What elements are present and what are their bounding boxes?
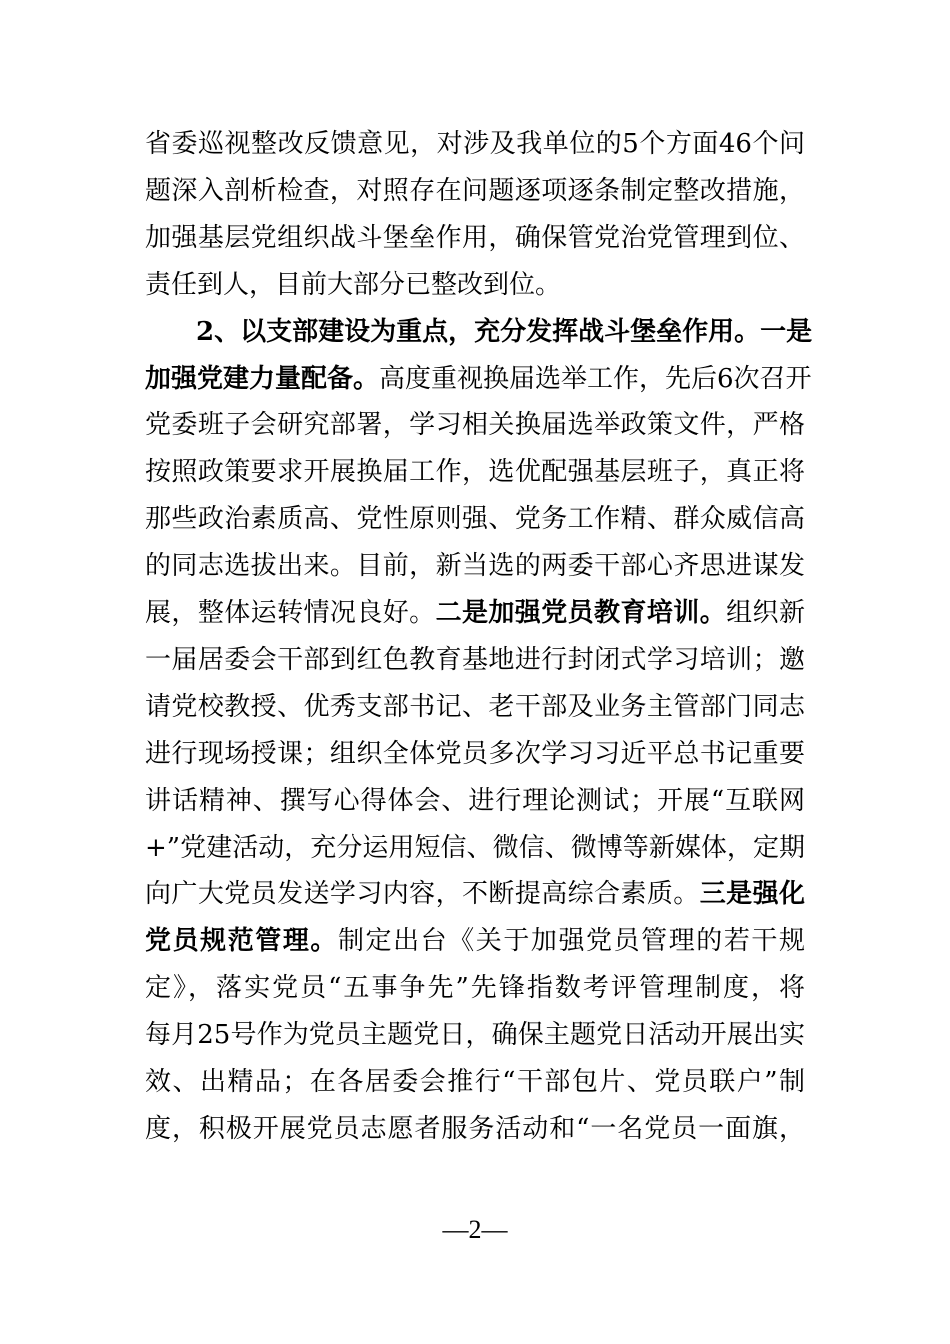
text-line bbox=[145, 499, 805, 539]
text-segment: 度，积极开展党员志愿者服务活动和“一名党员一面旗， bbox=[145, 1114, 805, 1144]
text-segment: 效、出精品；在各居委会推行“干部包片、党员联户”制 bbox=[145, 1067, 805, 1097]
bold-text-segment: 二是加强党员教育培训。 bbox=[435, 598, 727, 628]
text-segment: 高度重视换届选举工作，先后6次召开 bbox=[379, 364, 812, 394]
text-segment: 向广大党员发送学习内容，不断提高综合素质。 bbox=[145, 879, 700, 909]
text-line bbox=[145, 968, 805, 1008]
text-segment: 请党校教授、优秀支部书记、老干部及业务主管部门同志 bbox=[145, 692, 805, 722]
text-segment: 党委班子会研究部署，学习相关换届选举政策文件，严格 bbox=[145, 410, 805, 440]
text-line bbox=[145, 359, 812, 399]
bold-text-segment: 加强党建力量配备。 bbox=[145, 364, 380, 394]
text-line bbox=[145, 1015, 805, 1055]
text-line bbox=[145, 171, 805, 211]
text-line bbox=[145, 687, 805, 727]
text-segment: 按照政策要求开展换届工作，选优配强基层班子，真正将 bbox=[145, 457, 805, 487]
text-line bbox=[145, 828, 805, 868]
text-line bbox=[145, 921, 805, 961]
text-segment: 展，整体运转情况良好。 bbox=[145, 598, 436, 628]
text-line bbox=[145, 265, 805, 305]
text-segment: 进行现场授课；组织全体党员多次学习习近平总书记重要 bbox=[145, 739, 805, 769]
text-segment: 讲话精神、撰写心得体会、进行理论测试；开展“互联网 bbox=[145, 786, 805, 816]
text-line bbox=[145, 781, 805, 821]
text-segment: 那些政治素质高、党性原则强、党务工作精、群众威信高 bbox=[145, 504, 805, 534]
text-segment: +”党建活动，充分运用短信、微信、微博等新媒体，定期 bbox=[145, 833, 805, 863]
bold-text-segment: 党员规范管理。 bbox=[145, 926, 338, 956]
text-segment: 的同志选拔出来。目前，新当选的两委干部心齐思进谋发 bbox=[145, 551, 805, 581]
text-line bbox=[145, 640, 805, 680]
text-segment: 加强基层党组织战斗堡垒作用，确保管党治党管理到位、 bbox=[145, 223, 805, 253]
text-segment: 题深入剖析检查，对照存在问题逐项逐条制定整改措施， bbox=[145, 176, 805, 206]
bold-text-segment: 2、以支部建设为重点，充分发挥战斗堡垒作用。一是 bbox=[196, 317, 813, 347]
text-line bbox=[145, 593, 805, 633]
text-line bbox=[145, 218, 805, 258]
text-line bbox=[145, 124, 805, 164]
text-segment: 省委巡视整改反馈意见，对涉及我单位的5个方面46个问 bbox=[145, 129, 805, 159]
text-segment: 组织新 bbox=[726, 598, 805, 628]
page-number: —2— bbox=[442, 1215, 508, 1244]
text-line bbox=[145, 546, 805, 586]
text-line bbox=[145, 405, 805, 445]
text-segment: 一届居委会干部到红色教育基地进行封闭式学习培训；邀 bbox=[145, 645, 805, 675]
text-line bbox=[145, 452, 805, 492]
text-segment: 责任到人，目前大部分已整改到位。 bbox=[145, 270, 562, 300]
text-line bbox=[145, 1062, 805, 1102]
text-line bbox=[145, 734, 805, 774]
bold-text-segment: 三是强化 bbox=[699, 879, 805, 909]
text-segment: 每月25号作为党员主题党日，确保主题党日活动开展出实 bbox=[145, 1020, 805, 1050]
text-line bbox=[145, 1109, 805, 1149]
text-line bbox=[145, 874, 805, 914]
text-segment: 定》，落实党员“五事争先”先锋指数考评管理制度，将 bbox=[145, 973, 805, 1003]
text-segment: 制定出台《关于加强党员管理的若干规 bbox=[337, 926, 805, 956]
text-line bbox=[196, 312, 813, 352]
